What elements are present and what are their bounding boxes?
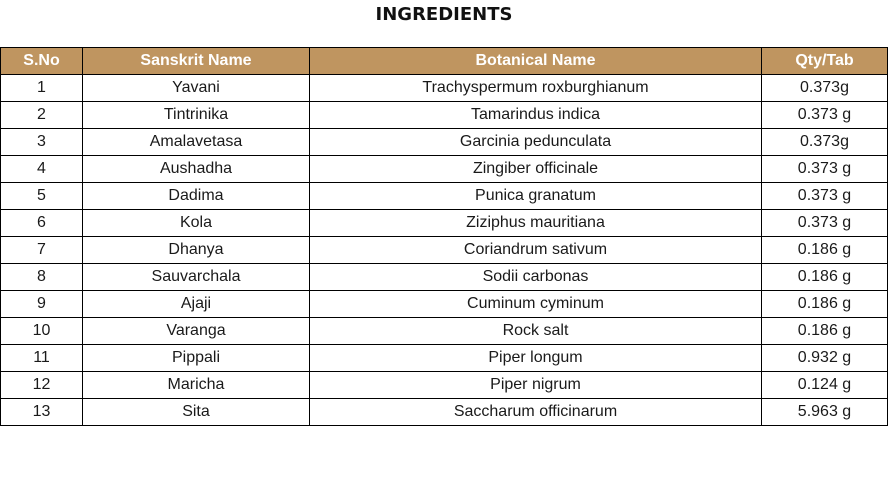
cell-botanical-name: Saccharum officinarum: [310, 399, 762, 426]
cell-sanskrit-name: Ajaji: [83, 291, 310, 318]
cell-sanskrit-name: Aushadha: [83, 156, 310, 183]
cell-serial-number: 11: [1, 345, 83, 372]
header-sanskrit-name: Sanskrit Name: [83, 48, 310, 75]
cell-serial-number: 5: [1, 183, 83, 210]
cell-sanskrit-name: Varanga: [83, 318, 310, 345]
cell-quantity: 0.186 g: [762, 291, 888, 318]
cell-botanical-name: Rock salt: [310, 318, 762, 345]
cell-quantity: 0.373 g: [762, 210, 888, 237]
table-row: [1, 210, 888, 237]
cell-sanskrit-name: Maricha: [83, 372, 310, 399]
cell-quantity: 0.373g: [762, 129, 888, 156]
cell-botanical-name: Piper nigrum: [310, 372, 762, 399]
cell-botanical-name: Tamarindus indica: [310, 102, 762, 129]
cell-sanskrit-name: Sita: [83, 399, 310, 426]
cell-sanskrit-name: Amalavetasa: [83, 129, 310, 156]
table-row: [1, 237, 888, 264]
table-row: [1, 264, 888, 291]
header-quantity-per-tab: Qty/Tab: [762, 48, 888, 75]
cell-serial-number: 2: [1, 102, 83, 129]
cell-serial-number: 8: [1, 264, 83, 291]
cell-botanical-name: Ziziphus mauritiana: [310, 210, 762, 237]
cell-botanical-name: Zingiber officinale: [310, 156, 762, 183]
cell-quantity: 0.932 g: [762, 345, 888, 372]
header-row: [1, 48, 888, 75]
table-header: [1, 48, 888, 75]
table-row: [1, 318, 888, 345]
cell-serial-number: 4: [1, 156, 83, 183]
cell-serial-number: 12: [1, 372, 83, 399]
cell-sanskrit-name: Dadima: [83, 183, 310, 210]
table-row: [1, 75, 888, 102]
cell-quantity: 0.373 g: [762, 183, 888, 210]
cell-serial-number: 10: [1, 318, 83, 345]
table-row: [1, 399, 888, 426]
cell-botanical-name: Punica granatum: [310, 183, 762, 210]
cell-serial-number: 7: [1, 237, 83, 264]
cell-serial-number: 6: [1, 210, 83, 237]
cell-quantity: 0.186 g: [762, 237, 888, 264]
cell-sanskrit-name: Sauvarchala: [83, 264, 310, 291]
table-row: [1, 156, 888, 183]
cell-sanskrit-name: Dhanya: [83, 237, 310, 264]
cell-botanical-name: Trachyspermum roxburghianum: [310, 75, 762, 102]
ingredients-table: [0, 47, 888, 426]
header-serial-number: S.No: [1, 48, 83, 75]
cell-serial-number: 9: [1, 291, 83, 318]
cell-serial-number: 13: [1, 399, 83, 426]
page-title: INGREDIENTS: [375, 4, 513, 25]
cell-quantity: 5.963 g: [762, 399, 888, 426]
cell-sanskrit-name: Yavani: [83, 75, 310, 102]
cell-sanskrit-name: Tintrinika: [83, 102, 310, 129]
cell-botanical-name: Sodii carbonas: [310, 264, 762, 291]
cell-botanical-name: Cuminum cyminum: [310, 291, 762, 318]
header-botanical-name: Botanical Name: [310, 48, 762, 75]
cell-quantity: 0.373 g: [762, 156, 888, 183]
table-row: [1, 291, 888, 318]
cell-botanical-name: Piper longum: [310, 345, 762, 372]
table-row: [1, 183, 888, 210]
cell-botanical-name: Garcinia pedunculata: [310, 129, 762, 156]
cell-quantity: 0.373g: [762, 75, 888, 102]
cell-sanskrit-name: Pippali: [83, 345, 310, 372]
cell-botanical-name: Coriandrum sativum: [310, 237, 762, 264]
cell-quantity: 0.186 g: [762, 318, 888, 345]
table-row: [1, 372, 888, 399]
table-row: [1, 102, 888, 129]
cell-serial-number: 1: [1, 75, 83, 102]
cell-quantity: 0.373 g: [762, 102, 888, 129]
cell-quantity: 0.124 g: [762, 372, 888, 399]
cell-sanskrit-name: Kola: [83, 210, 310, 237]
table-row: [1, 345, 888, 372]
cell-serial-number: 3: [1, 129, 83, 156]
cell-quantity: 0.186 g: [762, 264, 888, 291]
table-body: [1, 75, 888, 426]
table-row: [1, 129, 888, 156]
